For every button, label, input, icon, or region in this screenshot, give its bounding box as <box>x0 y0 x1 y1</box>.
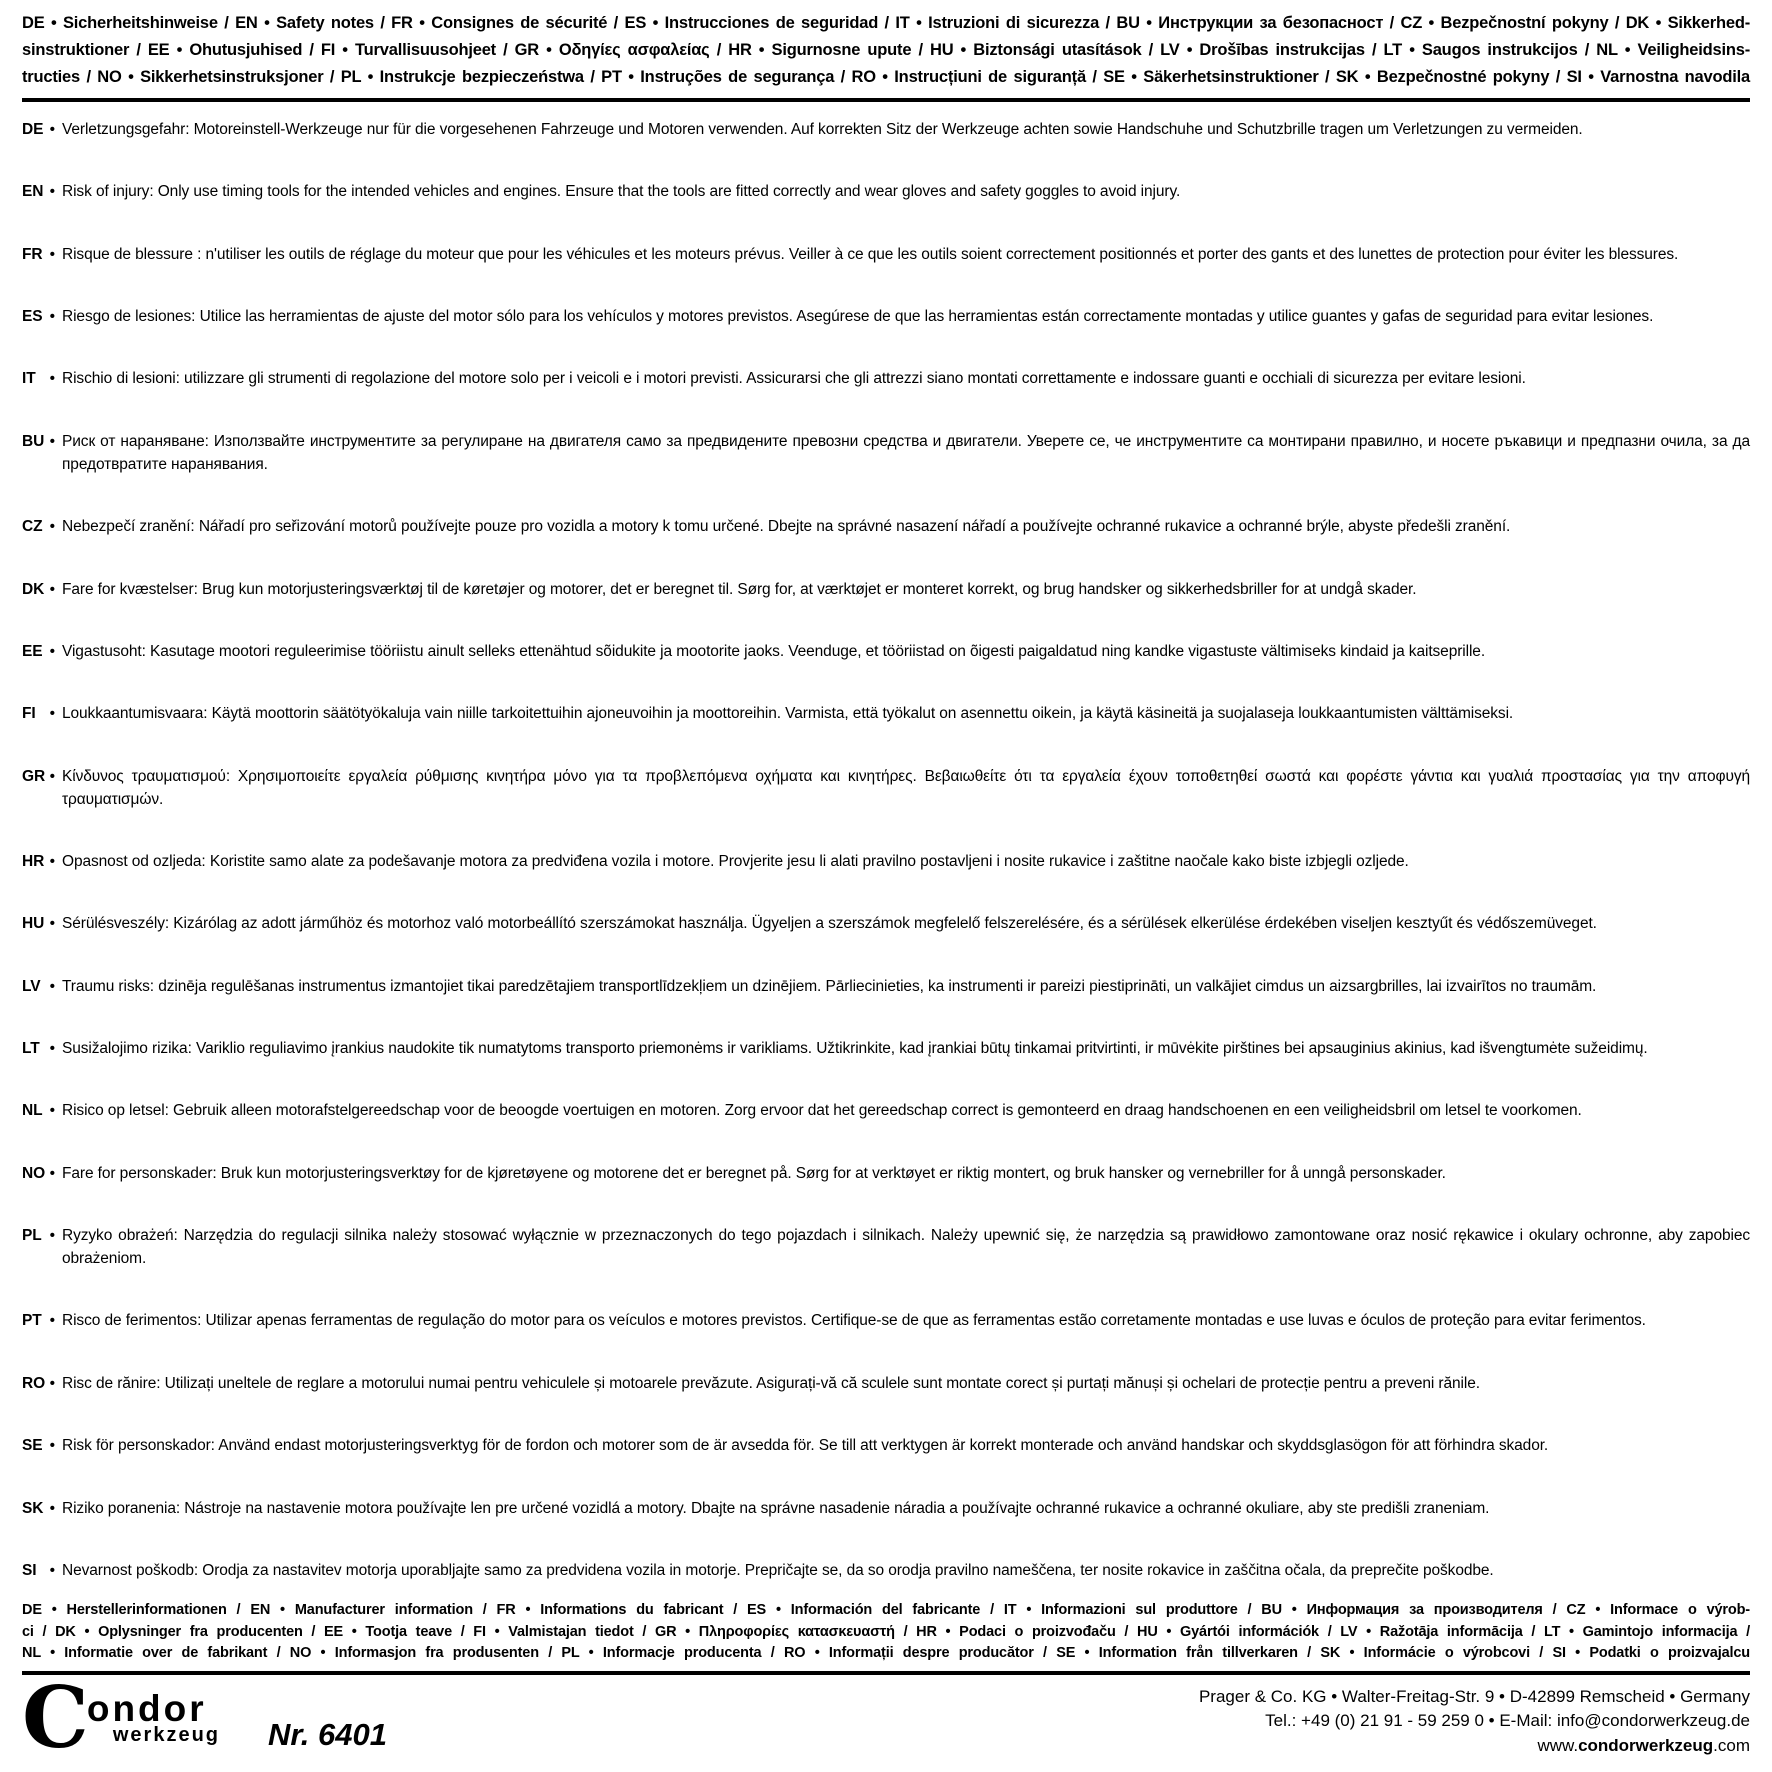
bullet-separator: • <box>49 518 55 536</box>
safety-note-row <box>22 1037 1750 1060</box>
bullet-separator: • <box>49 1312 55 1330</box>
manufacturer-line-2: ci / DK • Oplysninger fra producenten / EE • Tootja teave / FI • Valmistajan tiedot / GR • Πληροφορίες κατασκευαστή / HR • Podaci o proizvođaču / HU • Gyártói információk / LV • Ražotāja informācija / LT • Gamintojo informacija / <box>22 1623 1750 1640</box>
safety-note-row <box>22 1099 1750 1122</box>
note-text: Riziko poranenia: Nástroje na nastavenie motora používajte len pre určené vozidlá a motory. Dbajte na správne nasadenie náradia a používajte ochranné rukavice a ochranné okuliare, aby ste predišli zraneniam. <box>62 1499 1490 1517</box>
brand-initial-letter: C <box>22 1667 89 1767</box>
safety-note-row <box>22 118 1750 141</box>
safety-note-row <box>22 1559 1750 1582</box>
note-text: Nebezpečí zranění: Nářadí pro seřizování motorů používejte pouze pro vozidla a motory k tomu určené. Dbejte na správné nasazení nářadí a používejte ochranné rukavice a ochranné brýle, abyste předešli zranění. <box>62 518 1511 536</box>
language-code: FI <box>22 705 36 723</box>
language-code: EN <box>22 183 44 201</box>
bullet-separator: • <box>49 121 55 138</box>
footer-brand-group <box>22 1667 387 1767</box>
safety-note-row <box>22 1434 1750 1457</box>
address-line-2: Tel.: +49 (0) 21 91 - 59 259 0 • E-Mail: info@condorwerkzeug.de <box>1265 1711 1750 1730</box>
language-label <box>22 1559 55 1582</box>
note-text: Риск от нараняване: Използвайте инструментите за регулиране на двигателя само за предвидените превозни средства и двигатели. Уверете се, че инструментите са монтирани правилно, и носете ръкавици и предпазни очила, за да предотвратите наранявания. <box>62 432 1750 473</box>
language-code: HR <box>22 852 45 870</box>
manufacturer-line-1: DE • Herstellerinformationen / EN • Manufacturer information / FR • Informations du fabricant / ES • Información del fabricante / IT • Informazioni sul produttore / BU • Информация за производителя / CZ • Informace o výrob- <box>22 1602 1750 1618</box>
bullet-separator: • <box>49 915 55 933</box>
product-number: Nr. 6401 <box>268 1716 387 1752</box>
language-code: EE <box>22 642 43 660</box>
language-code: NL <box>22 1102 43 1120</box>
language-code: GR <box>22 767 46 785</box>
safety-note-row <box>22 430 1750 476</box>
bullet-separator: • <box>49 308 55 326</box>
safety-note-row <box>22 1497 1750 1520</box>
note-text: Ryzyko obrażeń: Narzędzia do regulacji silnika należy stosować wyłącznie w przeznaczonych do tego pojazdach i silnikach. Należy upewnić się, że narzędzia są prawidłowo zamontowane oraz nosić rękawice i okulary ochronne, aby zapobiec obrażeniom. <box>62 1227 1750 1268</box>
safety-note-row <box>22 702 1750 725</box>
note-text: Fare for kvæstelser: Brug kun motorjusteringsværktøj til de køretøjer og motorer, det er beregnet til. Sørg for, at værktøjet er monteret korrekt, og brug handsker og sikkerhedsbriller for at undgå skader. <box>62 580 1417 598</box>
safety-note-row <box>22 578 1750 601</box>
bullet-separator: • <box>49 1437 55 1455</box>
language-label <box>22 1497 55 1520</box>
language-label <box>22 118 55 141</box>
website-suffix: .com <box>1713 1735 1750 1755</box>
language-label <box>22 1162 55 1185</box>
note-text: Κίνδυνος τραυματισμού: Χρησιμοποιείτε εργαλεία ρύθμισης κινητήρα μόνο για τα προβλεπόμενα οχήματα και κινητήρες. Βεβαιωθείτε ότι τα εργαλεία έχουν τοποθετηθεί σωστά και φορέστε γάντια και γυαλιά προστασίας για την αποφυγή τραυματισμών. <box>62 767 1750 808</box>
note-text: Risk för personskador: Använd endast motorjusteringsverktyg för de fordon och motorer som de är avsedda för. Se till att verktygen är korrekt monterade och använd handskar och skyddsglasögon för att förhindra skador. <box>62 1437 1549 1455</box>
brand-wordmark <box>87 1683 220 1746</box>
language-label <box>22 1372 55 1395</box>
language-code: LT <box>22 1040 40 1058</box>
language-code: PL <box>22 1227 42 1245</box>
language-code: PT <box>22 1312 42 1330</box>
bullet-separator: • <box>49 1164 55 1182</box>
bullet-separator: • <box>49 1561 55 1579</box>
safety-note-row <box>22 515 1750 538</box>
language-code: SI <box>22 1561 37 1579</box>
safety-note-row <box>22 305 1750 328</box>
bullet-separator: • <box>49 1102 55 1120</box>
language-code: IT <box>22 370 36 388</box>
safety-note-row <box>22 765 1750 811</box>
note-text: Nevarnost poškodb: Orodja za nastavitev motorja uporabljajte samo za predvidena vozila in motorje. Prepričajte se, da so orodja pravilno nameščena, ter nosite rokavice in zaščitna očala, da preprečite poškodbe. <box>62 1561 1494 1579</box>
safety-notes-list <box>22 102 1750 1600</box>
safety-note-row <box>22 1224 1750 1270</box>
note-text: Rischio di lesioni: utilizzare gli strumenti di regolazione del motore solo per i veicoli e i motori previsti. Assicurarsi che gli attrezzi siano montati correttamente e indossare guanti e occhiali di sicurezza per evitare lesioni. <box>62 370 1526 388</box>
footer <box>22 1667 1750 1767</box>
bullet-separator: • <box>49 852 55 870</box>
note-text: Risque de blessure : n'utiliser les outils de réglage du moteur que pour les véhicules et les moteurs prévus. Veiller à ce que les outils soient correctement positionnés et porter des gants et des lunettes de protection pour éviter les blessures. <box>62 245 1679 263</box>
manufacturer-address <box>1199 1683 1750 1759</box>
bullet-separator: • <box>49 1374 55 1392</box>
language-code: NO <box>22 1164 46 1182</box>
language-label <box>22 243 55 266</box>
language-label <box>22 305 55 328</box>
safety-note-row <box>22 367 1750 390</box>
note-text: Susižalojimo rizika: Variklio reguliavimo įrankius naudokite tik numatytoms transporto priemonėms ir varikliams. Užtikrinkite, kad įrankiai būtų tinkamai pritvirtinti, ir mūvėkite pirštines bei apsauginius akinius, kad išvengtumėte sužeidimų. <box>62 1040 1648 1058</box>
bullet-separator: • <box>49 245 55 263</box>
language-label <box>22 367 55 390</box>
condor-logo <box>22 1667 221 1767</box>
note-text: Traumu risks: dzinēja regulēšanas instrumentus izmantojiet tikai paredzētajiem transportlīdzekļiem un dzinējiem. Pārliecinieties, ka instrumenti ir pareizi piestiprināti, un valkājiet cimdus un aizsargbrilles, lai izvairītos no traumām. <box>62 977 1597 995</box>
header-line-1: DE • Sicherheitshinweise / EN • Safety notes / FR • Consignes de sécurité / ES • Instrucciones de seguridad / IT • Istruzioni di sicurezza / BU • Инструкции за безопасност / CZ • Bezpečnostní pokyny / DK • Sikkerhed- <box>22 14 1750 32</box>
language-index-header <box>22 10 1750 102</box>
brand-name: ondor <box>86 1687 207 1729</box>
manufacturer-line-3: NL • Informatie over de fabrikant / NO • Informasjon fra produsenten / PL • Informacje producenta / RO • Informații despre producător / SE • Information från tillverkaren / SK • Informácie o výrobcovi / SI • Podatki o proizvajalcu <box>22 1645 1750 1661</box>
safety-note-row <box>22 912 1750 935</box>
language-label <box>22 430 55 453</box>
bullet-separator: • <box>49 432 55 450</box>
language-code: SK <box>22 1499 44 1517</box>
bullet-separator: • <box>49 1499 55 1517</box>
language-code: ES <box>22 308 43 326</box>
language-code: BU <box>22 432 45 450</box>
language-code: SE <box>22 1437 43 1455</box>
language-code: LV <box>22 977 41 995</box>
header-line-2: sinstruktioner / EE • Ohutusjuhised / FI • Turvallisuusohjeet / GR • Οδηγίες ασφαλείας / HR • Sigurnosne upute / HU • Biztonsági utasítások / LV • Drošības instrukcijas / LT • Saugos instrukcijos / NL • Veiligheidsins- <box>22 41 1750 59</box>
language-label <box>22 578 55 601</box>
address-line-1: Prager & Co. KG • Walter-Freitag-Str. 9 • D-42899 Remscheid • Germany <box>1198 1686 1750 1706</box>
bullet-separator: • <box>49 767 55 785</box>
website-domain: condorwerkzeug <box>1578 1735 1714 1755</box>
language-label <box>22 640 55 663</box>
bullet-separator: • <box>49 370 55 388</box>
note-text: Risico op letsel: Gebruik alleen motorafstelgereedschap voor de beoogde voertuigen en motoren. Zorg ervoor dat het gereedschap correct is gemonteerd en draag handschoenen en een veiligheidsbril om letsel te voorkomen. <box>62 1102 1582 1120</box>
note-text: Vigastusoht: Kasutage mootori reguleerimise tööriistu ainult selleks ettenähtud sõidukite ja mootorite jaoks. Veenduge, et tööriistad on õigesti paigaldatud ning kandke vigastuste vältimiseks kindaid ja kaitseprille. <box>62 642 1486 660</box>
note-text: Loukkaantumisvaara: Käytä moottorin säätötyökaluja vain niille tarkoitettuihin ajoneuvoihin ja moottoreihin. Varmista, että työkalut on asennettu oikein, ja käytä käsineitä ja suojalaseja loukkaantumisten välttämiseksi. <box>62 705 1514 723</box>
bullet-separator: • <box>49 580 55 598</box>
safety-note-row <box>22 1162 1750 1185</box>
language-code: DE <box>22 121 44 138</box>
safety-note-row <box>22 640 1750 663</box>
note-text: Risco de ferimentos: Utilizar apenas ferramentas de regulação do motor para os veículos e motores previstos. Certifique-se de que as ferramentas estão corretamente montadas e use luvas e óculos de proteção para evitar ferimentos. <box>62 1312 1646 1330</box>
website-prefix: www. <box>1537 1735 1579 1755</box>
note-text: Verletzungsgefahr: Motoreinstell-Werkzeuge nur für die vorgesehenen Fahrzeuge und Motoren verwenden. Auf korrekten Sitz der Werkzeuge achten sowie Handschuhe und Schutzbrille tragen um Verletzungen zu vermeiden. <box>62 121 1583 138</box>
language-label <box>22 1037 55 1060</box>
note-text: Risc de rănire: Utilizați uneltele de reglare a motorului numai pentru vehiculele și motoarele prevăzute. Asigurați-vă că sculele sunt montate corect și purtați mănuși și ochelari de protecție pentru a preveni rănile. <box>62 1374 1480 1392</box>
bullet-separator: • <box>49 705 55 723</box>
language-code: RO <box>22 1374 46 1392</box>
bullet-separator: • <box>49 1227 55 1245</box>
language-label <box>22 1099 55 1122</box>
note-text: Risk of injury: Only use timing tools for the intended vehicles and engines. Ensure that the tools are fitted correctly and wear gloves and safety goggles to avoid injury. <box>62 183 1181 201</box>
language-code: HU <box>22 915 45 933</box>
safety-note-row <box>22 850 1750 873</box>
language-label <box>22 765 55 788</box>
language-label <box>22 1309 55 1332</box>
language-label <box>22 702 55 725</box>
bullet-separator: • <box>49 183 55 201</box>
language-label <box>22 975 55 998</box>
safety-note-row <box>22 1309 1750 1332</box>
note-text: Opasnost od ozljeda: Koristite samo alate za podešavanje motora za predviđena vozila i motore. Provjerite jesu li alati pravilno postavljeni i nosite rukavice i zaštitne naočale kako biste izbjegli ozljede. <box>62 852 1409 870</box>
language-label <box>22 180 55 203</box>
language-label <box>22 515 55 538</box>
language-code: DK <box>22 580 45 598</box>
language-label <box>22 1224 55 1247</box>
website-line <box>1199 1734 1750 1759</box>
header-line-3: tructies / NO • Sikkerhetsinstruksjoner / PL • Instrukcje bezpieczeństwa / PT • Instruções de segurança / RO • Instrucțiuni de siguranță / SE • Säkerhetsinstruktioner / SK • Bezpečnostné pokyny / SI • Varnostna navodila <box>22 68 1750 86</box>
bullet-separator: • <box>49 1040 55 1058</box>
language-label <box>22 912 55 935</box>
language-code: CZ <box>22 518 43 536</box>
language-label <box>22 850 55 873</box>
bullet-separator: • <box>49 642 55 660</box>
safety-note-row <box>22 243 1750 266</box>
safety-note-row <box>22 180 1750 203</box>
safety-note-row <box>22 1372 1750 1395</box>
note-text: Sérülésveszély: Kizárólag az adott járműhöz és motorhoz való motorbeállító szerszámokat használja. Ügyeljen a szerszámok megfelelő felszerelésére, és a sérülések elkerülése érdekében viseljen kesztyűt és védőszemüveget. <box>62 915 1597 933</box>
manufacturer-info-block <box>22 1600 1750 1675</box>
language-label <box>22 1434 55 1457</box>
bullet-separator: • <box>49 977 55 995</box>
brand-subtitle: werkzeug <box>112 1723 221 1746</box>
note-text: Fare for personskader: Bruk kun motorjusteringsverktøy for de kjøretøyene og motorene det er beregnet på. Sørg for at verktøyet er riktig montert, og bruk hansker og vernebriller for å unngå personskader. <box>62 1164 1446 1182</box>
language-code: FR <box>22 245 43 263</box>
note-text: Riesgo de lesiones: Utilice las herramientas de ajuste del motor sólo para los vehículos y motores previstos. Asegúrese de que las herramientas están correctamente montadas y utilice guantes y gafas de seguridad para evitar lesiones. <box>62 308 1654 326</box>
safety-note-row <box>22 975 1750 998</box>
